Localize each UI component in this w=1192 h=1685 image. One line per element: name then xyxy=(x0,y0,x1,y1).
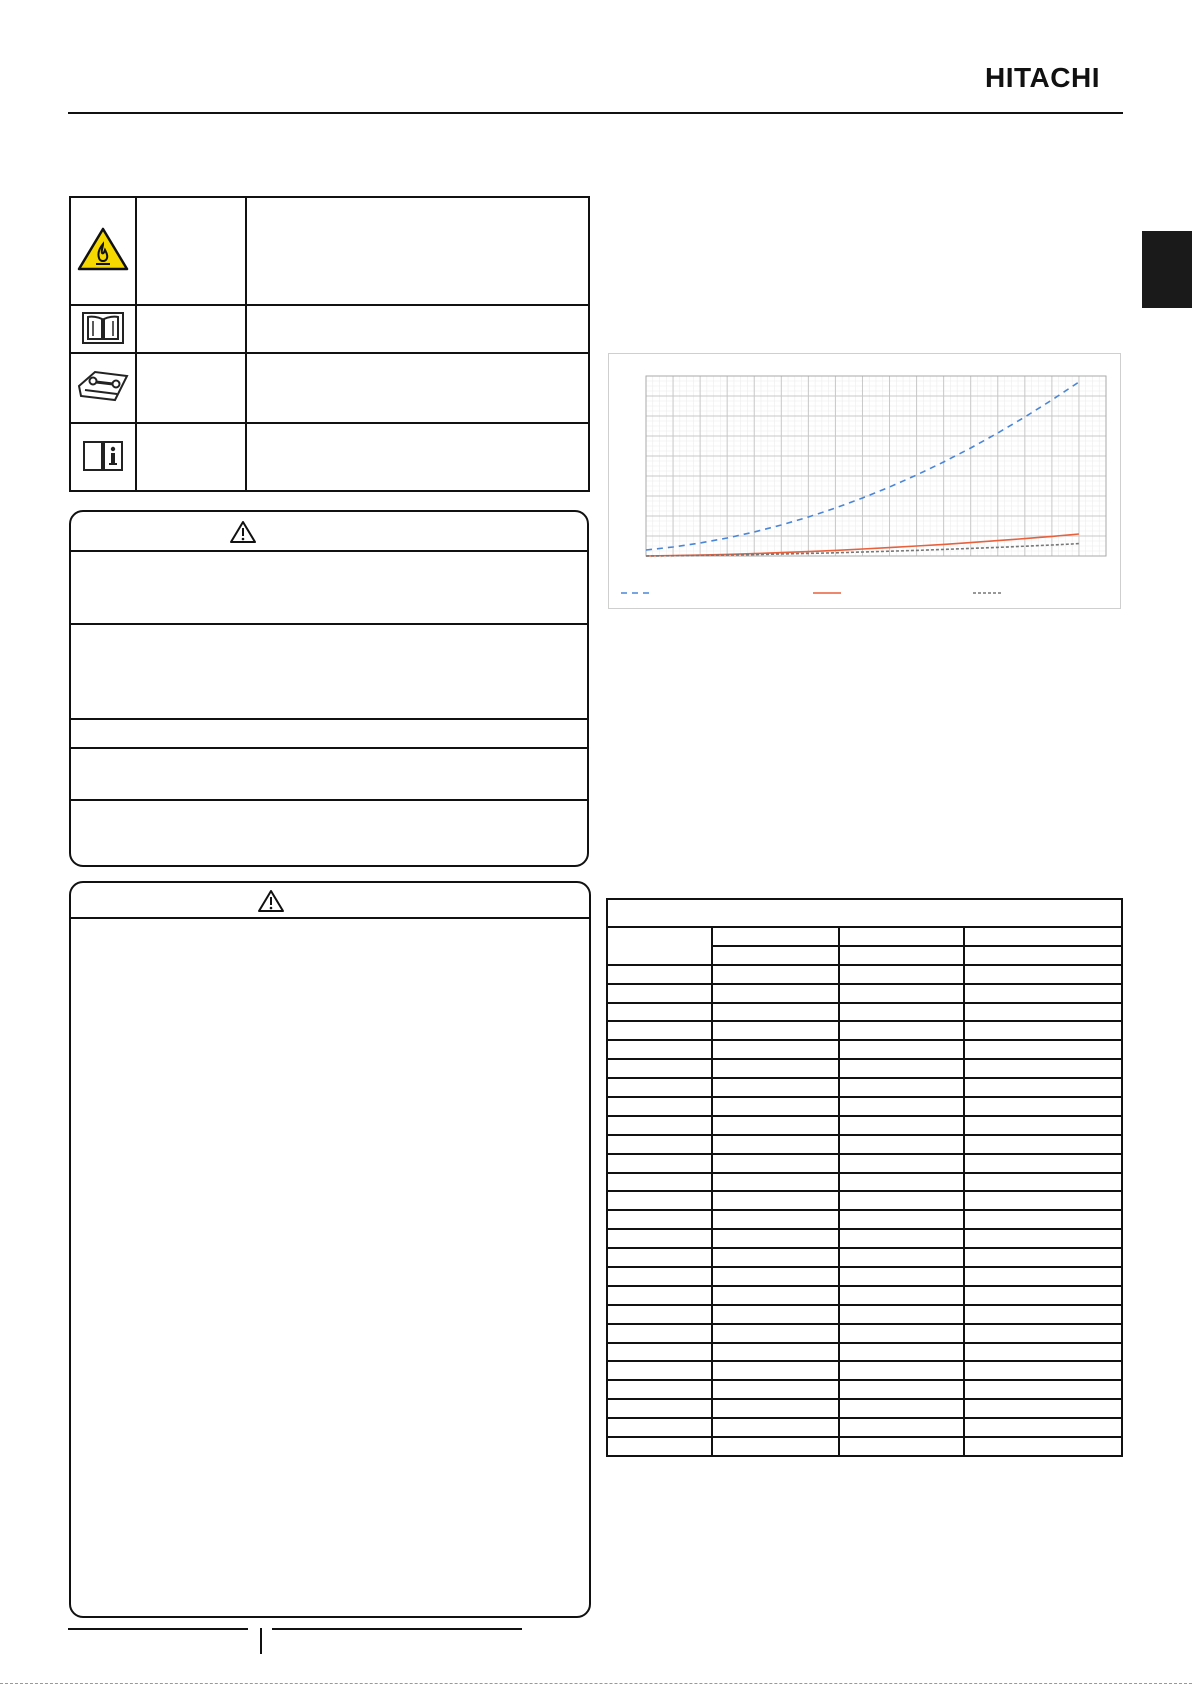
data-table-cell xyxy=(839,1040,964,1059)
footer-rule-middle xyxy=(272,1628,522,1630)
data-table-cell xyxy=(607,1267,712,1286)
data-table-cell xyxy=(607,1021,712,1040)
line-chart xyxy=(609,354,1120,608)
data-table-row xyxy=(607,1210,1122,1229)
data-table-cell xyxy=(964,1343,1122,1362)
data-table-cell xyxy=(712,1021,839,1040)
warning-box-top xyxy=(69,510,589,867)
data-table-cell xyxy=(607,1059,712,1078)
data-table-cell xyxy=(839,965,964,984)
warning-item xyxy=(71,552,587,625)
hitachi-logo: HITACHI xyxy=(985,62,1100,93)
data-table-cell xyxy=(839,984,964,1003)
data-table-title-row xyxy=(607,899,1122,927)
data-table-cell xyxy=(964,1173,1122,1192)
data-table-cell xyxy=(839,1154,964,1173)
data-table-cell xyxy=(712,1097,839,1116)
data-table-cell xyxy=(839,1116,964,1135)
symbol-description xyxy=(246,197,589,305)
data-table-header-cell xyxy=(607,927,712,965)
data-table-cell xyxy=(607,1078,712,1097)
data-table-row xyxy=(607,1116,1122,1135)
warning-item xyxy=(71,801,587,861)
data-table-row xyxy=(607,1380,1122,1399)
symbol-name xyxy=(136,353,246,423)
data-table-cell xyxy=(964,1361,1122,1380)
data-table-cell xyxy=(712,1267,839,1286)
data-table-cell xyxy=(712,1418,839,1437)
data-table-cell xyxy=(607,984,712,1003)
data-table-header-cell xyxy=(839,946,964,965)
symbol-description xyxy=(246,305,589,353)
data-table-cell xyxy=(712,1324,839,1343)
symbol-name xyxy=(136,197,246,305)
data-table-cell xyxy=(607,1097,712,1116)
data-table-cell xyxy=(712,1210,839,1229)
data-table-cell xyxy=(964,1078,1122,1097)
chart-grid xyxy=(646,376,1106,556)
data-table-cell xyxy=(839,1418,964,1437)
data-table-cell xyxy=(839,1229,964,1248)
warning-item xyxy=(71,720,587,749)
data-table-cell xyxy=(964,1191,1122,1210)
data-table-cell xyxy=(607,1229,712,1248)
data-table-cell xyxy=(839,1135,964,1154)
symbol-name xyxy=(136,305,246,353)
warning-triangle-icon xyxy=(257,889,285,913)
data-table-cell xyxy=(964,1437,1122,1456)
symbol-icon-cell xyxy=(70,305,136,353)
warning-box-bottom xyxy=(69,881,591,1618)
data-table-cell xyxy=(712,1286,839,1305)
data-table-cell xyxy=(964,1135,1122,1154)
data-table-cell xyxy=(712,1040,839,1059)
data-table-cell xyxy=(964,1418,1122,1437)
data-table-header-cell xyxy=(964,946,1122,965)
data-table-cell xyxy=(964,1286,1122,1305)
data-table-cell xyxy=(712,1343,839,1362)
data-table-cell xyxy=(607,1418,712,1437)
data-table-cell xyxy=(712,1191,839,1210)
symbol-row-flammable xyxy=(70,197,589,305)
data-table-cell xyxy=(712,1154,839,1173)
data-table-cell xyxy=(712,1229,839,1248)
data-table-cell xyxy=(964,1003,1122,1022)
data-table xyxy=(606,898,1123,1457)
data-table-row xyxy=(607,1154,1122,1173)
data-table-row xyxy=(607,1078,1122,1097)
data-table-cell xyxy=(839,1399,964,1418)
warning-item xyxy=(71,625,587,720)
data-table-cell xyxy=(839,1078,964,1097)
data-table-cell xyxy=(712,984,839,1003)
symbol-icon-cell xyxy=(70,353,136,423)
operation-manual-icon xyxy=(81,309,125,345)
data-table-cell xyxy=(839,1191,964,1210)
data-table-row xyxy=(607,1305,1122,1324)
service-manual-icon xyxy=(75,366,131,406)
data-table-cell xyxy=(712,1116,839,1135)
data-table-cell xyxy=(839,1361,964,1380)
data-table-cell xyxy=(839,1286,964,1305)
data-table-header-row xyxy=(607,927,1122,946)
data-table-cell xyxy=(964,1059,1122,1078)
data-table-row xyxy=(607,1059,1122,1078)
data-table-cell xyxy=(607,1286,712,1305)
data-table-cell xyxy=(839,1097,964,1116)
data-table-cell xyxy=(839,1210,964,1229)
data-table-cell xyxy=(839,1437,964,1456)
data-table-cell xyxy=(839,1248,964,1267)
data-table-cell xyxy=(839,1343,964,1362)
data-table-cell xyxy=(607,1399,712,1418)
data-table-cell xyxy=(964,1324,1122,1343)
data-table-cell xyxy=(964,1399,1122,1418)
data-table-cell xyxy=(712,965,839,984)
data-table-cell xyxy=(712,1248,839,1267)
data-table-header-cell xyxy=(839,927,964,946)
data-table-row xyxy=(607,984,1122,1003)
data-table-cell xyxy=(712,1059,839,1078)
data-table-cell xyxy=(607,1248,712,1267)
section-tab xyxy=(1142,231,1192,308)
data-table-cell xyxy=(964,984,1122,1003)
chart-frame xyxy=(608,353,1121,609)
data-table-cell xyxy=(712,1135,839,1154)
data-table-row xyxy=(607,1191,1122,1210)
footer-rule-left xyxy=(68,1628,248,1630)
data-table-cell xyxy=(607,965,712,984)
data-table-cell xyxy=(964,1040,1122,1059)
data-table-cell xyxy=(839,1173,964,1192)
data-table-cell xyxy=(964,1267,1122,1286)
warning-box-header xyxy=(71,883,589,919)
data-table-cell xyxy=(964,1210,1122,1229)
symbol-row-information-manual xyxy=(70,423,589,491)
data-table-cell xyxy=(607,1040,712,1059)
data-table-cell xyxy=(839,1021,964,1040)
data-table-row xyxy=(607,1021,1122,1040)
data-table-row xyxy=(607,1437,1122,1456)
warning-box-header xyxy=(71,512,587,552)
data-table-row xyxy=(607,1135,1122,1154)
data-table-cell xyxy=(712,1078,839,1097)
warning-triangle-icon xyxy=(229,520,257,544)
data-table-cell xyxy=(964,1380,1122,1399)
data-table-cell xyxy=(607,1173,712,1192)
data-table-cell xyxy=(839,1380,964,1399)
data-table-cell xyxy=(712,1361,839,1380)
data-table-cell xyxy=(712,1003,839,1022)
data-table-cell xyxy=(607,1003,712,1022)
data-table-cell xyxy=(607,1305,712,1324)
data-table-cell xyxy=(964,1305,1122,1324)
data-table-cell xyxy=(964,965,1122,984)
data-table-header-cell xyxy=(964,927,1122,946)
symbol-name xyxy=(136,423,246,491)
data-table-row xyxy=(607,1097,1122,1116)
data-table-cell xyxy=(607,1116,712,1135)
data-table-title xyxy=(607,899,1122,927)
data-table-cell xyxy=(607,1361,712,1380)
data-table-cell xyxy=(607,1324,712,1343)
data-table-cell xyxy=(964,1248,1122,1267)
data-table-cell xyxy=(607,1135,712,1154)
data-table-row xyxy=(607,1003,1122,1022)
data-table-cell xyxy=(839,1003,964,1022)
symbol-row-operation-manual xyxy=(70,305,589,353)
data-table-row xyxy=(607,1418,1122,1437)
data-table-cell xyxy=(607,1380,712,1399)
data-table-cell xyxy=(712,1437,839,1456)
data-table-cell xyxy=(964,1154,1122,1173)
data-table-cell xyxy=(607,1210,712,1229)
data-table-cell xyxy=(839,1305,964,1324)
data-table-cell xyxy=(964,1021,1122,1040)
data-table-row xyxy=(607,1229,1122,1248)
symbol-icon-cell xyxy=(70,423,136,491)
data-table-row xyxy=(607,1040,1122,1059)
flammable-warning-icon xyxy=(77,226,129,272)
data-table-row xyxy=(607,1173,1122,1192)
symbol-row-service-manual xyxy=(70,353,589,423)
data-table-cell xyxy=(607,1154,712,1173)
symbol-icon-cell xyxy=(70,197,136,305)
header-rule xyxy=(68,112,1123,114)
page-footer-rule xyxy=(0,1683,1192,1684)
data-table-cell xyxy=(839,1324,964,1343)
data-table-cell xyxy=(964,1229,1122,1248)
data-table-cell xyxy=(712,1380,839,1399)
data-table-row xyxy=(607,1343,1122,1362)
footer-divider xyxy=(260,1628,262,1654)
data-table-cell xyxy=(607,1191,712,1210)
data-table-header-cell xyxy=(712,946,839,965)
symbol-description xyxy=(246,423,589,491)
data-table-cell xyxy=(712,1399,839,1418)
data-table-cell xyxy=(964,1097,1122,1116)
information-manual-icon xyxy=(81,437,125,473)
data-table-cell xyxy=(839,1267,964,1286)
warning-item xyxy=(71,749,587,801)
data-table-cell xyxy=(839,1059,964,1078)
data-table-row xyxy=(607,1324,1122,1343)
symbol-table xyxy=(69,196,590,492)
data-table-header-cell xyxy=(712,927,839,946)
data-table-cell xyxy=(607,1437,712,1456)
data-table-cell xyxy=(712,1305,839,1324)
data-table-cell xyxy=(964,1116,1122,1135)
symbol-description xyxy=(246,353,589,423)
data-table-cell xyxy=(607,1343,712,1362)
data-table-row xyxy=(607,965,1122,984)
data-table-cell xyxy=(712,1173,839,1192)
data-table-row xyxy=(607,1248,1122,1267)
data-table-row xyxy=(607,1286,1122,1305)
data-table-row xyxy=(607,1267,1122,1286)
data-table-row xyxy=(607,1399,1122,1418)
data-table-row xyxy=(607,1361,1122,1380)
